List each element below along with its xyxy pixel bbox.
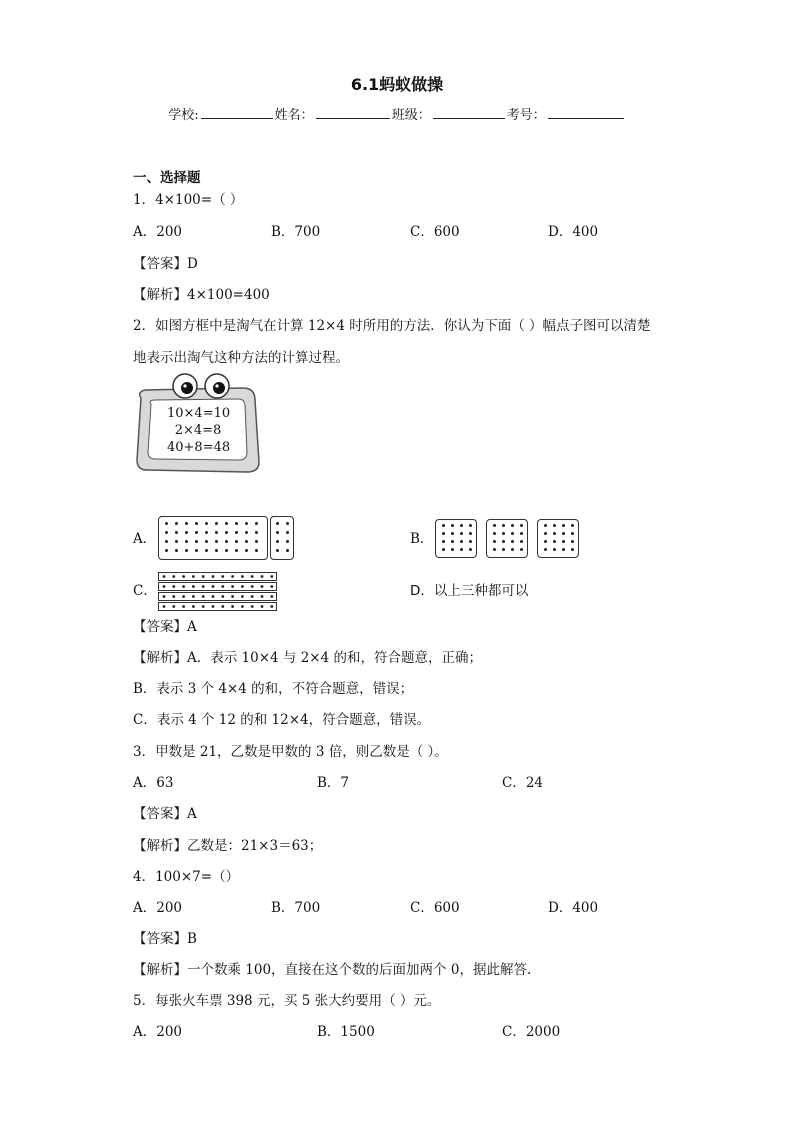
dot — [172, 585, 175, 588]
dot — [163, 605, 166, 608]
dot — [212, 585, 215, 588]
q3-option-b[interactable]: B．7 — [317, 775, 350, 791]
class-blank[interactable] — [433, 104, 505, 119]
dot — [221, 605, 224, 608]
dot — [172, 575, 175, 578]
dot — [163, 575, 166, 578]
name-blank[interactable] — [316, 104, 390, 119]
dot — [231, 595, 234, 598]
dot — [182, 575, 185, 578]
board-line-1: 10×4=10 — [167, 406, 231, 421]
q5-option-c[interactable]: C．2000 — [502, 1024, 561, 1040]
q1-stem: 1．4×100=（ ） — [133, 192, 244, 208]
q3-stem: 3．甲数是 21，乙数是甲数的 3 倍，则乙数是（ ）。 — [133, 744, 448, 760]
student-info-line — [0, 104, 794, 123]
dot — [192, 605, 195, 608]
dots-2x4 — [276, 522, 289, 552]
q3-option-c[interactable]: C．24 — [502, 775, 544, 791]
dot — [221, 595, 224, 598]
q1-analysis: 【解析】4×100=400 — [133, 287, 270, 303]
dot-rows-4x12 — [158, 572, 278, 612]
q2-stem-line1: 2．如图方框中是淘气在计算 12×4 时所用的方法．你认为下面（ ）幅点子图可以清楚 — [133, 318, 651, 334]
whiteboard-figure — [133, 372, 263, 477]
dot — [231, 575, 234, 578]
q2-option-b-label[interactable]: B． — [410, 531, 434, 547]
dot — [202, 605, 205, 608]
q2-analysis-3: C．表示 4 个 12 的和 12×4，符合题意，错误。 — [133, 712, 431, 728]
dot — [212, 605, 215, 608]
dot — [261, 585, 264, 588]
dots-10x4 — [165, 522, 258, 552]
dots-4x4-2 — [493, 524, 523, 551]
dot — [241, 595, 244, 598]
q4-stem: 4．100×7=（） — [133, 869, 240, 885]
dot-grid-4x4-2 — [486, 519, 528, 558]
q2-answer: 【答案】A — [133, 619, 197, 635]
dot — [251, 605, 254, 608]
q2-analysis-1: 【解析】A．表示 10×4 与 2×4 的和，符合题意，正确； — [133, 650, 482, 666]
school-label: 学校: — [168, 108, 199, 123]
q1-option-b[interactable]: B．700 — [271, 224, 321, 240]
dot — [163, 595, 166, 598]
dot — [182, 605, 185, 608]
board-line-2: 2×4=8 — [174, 423, 222, 438]
dot-grid-10x4 — [158, 516, 268, 560]
q2-option-a-label[interactable]: A． — [133, 531, 157, 547]
q4-option-a[interactable]: A．200 — [133, 900, 183, 916]
dot-rows-graphic — [158, 572, 278, 612]
q1-option-c[interactable]: C．600 — [410, 224, 460, 240]
dot — [261, 595, 264, 598]
dot — [182, 595, 185, 598]
dot — [270, 585, 273, 588]
dot — [251, 585, 254, 588]
dot — [261, 575, 264, 578]
q4-option-c[interactable]: C．600 — [410, 900, 460, 916]
dot — [172, 595, 175, 598]
dot — [241, 575, 244, 578]
class-label: 班级： — [391, 108, 431, 123]
q4-option-b[interactable]: B．700 — [271, 900, 321, 916]
dot — [182, 585, 185, 588]
dot — [270, 595, 273, 598]
dot — [163, 585, 166, 588]
dot — [270, 605, 273, 608]
dot — [231, 585, 234, 588]
dot-grid-2x4 — [270, 516, 294, 560]
q5-option-a[interactable]: A．200 — [133, 1024, 183, 1040]
number-label: 考号： — [506, 108, 546, 123]
q4-answer: 【答案】B — [133, 931, 197, 947]
dot — [231, 605, 234, 608]
dot — [202, 585, 205, 588]
q2-option-d[interactable]: D．以上三种都可以 — [410, 583, 529, 599]
q3-analysis: 【解析】乙数是：21×3＝63； — [133, 838, 323, 854]
dot — [241, 585, 244, 588]
dots-4x4-3 — [544, 524, 574, 551]
q2-analysis-2: B．表示 3 个 4×4 的和，不符合题意，错误； — [133, 681, 414, 697]
dot — [251, 595, 254, 598]
dot — [192, 575, 195, 578]
dot-grid-4x4-1 — [435, 519, 477, 558]
name-label: 姓名： — [274, 108, 314, 123]
q4-analysis: 【解析】一个数乘 100，直接在这个数的后面加两个 0，据此解答. — [133, 962, 532, 978]
q4-option-d[interactable]: D．400 — [548, 900, 599, 916]
number-blank[interactable] — [548, 104, 624, 119]
q5-option-b[interactable]: B．1500 — [317, 1024, 375, 1040]
q2-stem-line2: 地表示出淘气这种方法的计算过程。 — [133, 350, 349, 366]
q5-stem: 5．每张火车票 398 元，买 5 张大约要用（ ）元。 — [133, 993, 441, 1009]
dot-grid-4x4-3 — [537, 519, 579, 558]
dot — [241, 605, 244, 608]
q2-option-c-label[interactable]: C． — [133, 583, 157, 599]
whiteboard-text — [167, 405, 229, 456]
page-title: 6.1蚂蚁做操 — [350, 75, 444, 94]
dot — [221, 575, 224, 578]
q1-option-a[interactable]: A．200 — [133, 224, 183, 240]
school-blank[interactable] — [201, 104, 273, 119]
dot — [202, 595, 205, 598]
dot — [221, 585, 224, 588]
q3-answer: 【答案】A — [133, 806, 197, 822]
board-line-3: 40+8=48 — [167, 440, 231, 455]
q1-answer: 【答案】D — [133, 256, 198, 272]
dot — [251, 575, 254, 578]
dot — [192, 585, 195, 588]
dot — [270, 575, 273, 578]
dot — [192, 595, 195, 598]
dot — [212, 575, 215, 578]
q3-option-a[interactable]: A．63 — [133, 775, 174, 791]
dot — [261, 605, 264, 608]
dot — [202, 575, 205, 578]
dots-4x4-1 — [442, 524, 472, 551]
q1-option-d[interactable]: D．400 — [548, 224, 599, 240]
section-heading: 一、选择题 — [133, 170, 201, 186]
dot — [172, 605, 175, 608]
dot — [212, 595, 215, 598]
